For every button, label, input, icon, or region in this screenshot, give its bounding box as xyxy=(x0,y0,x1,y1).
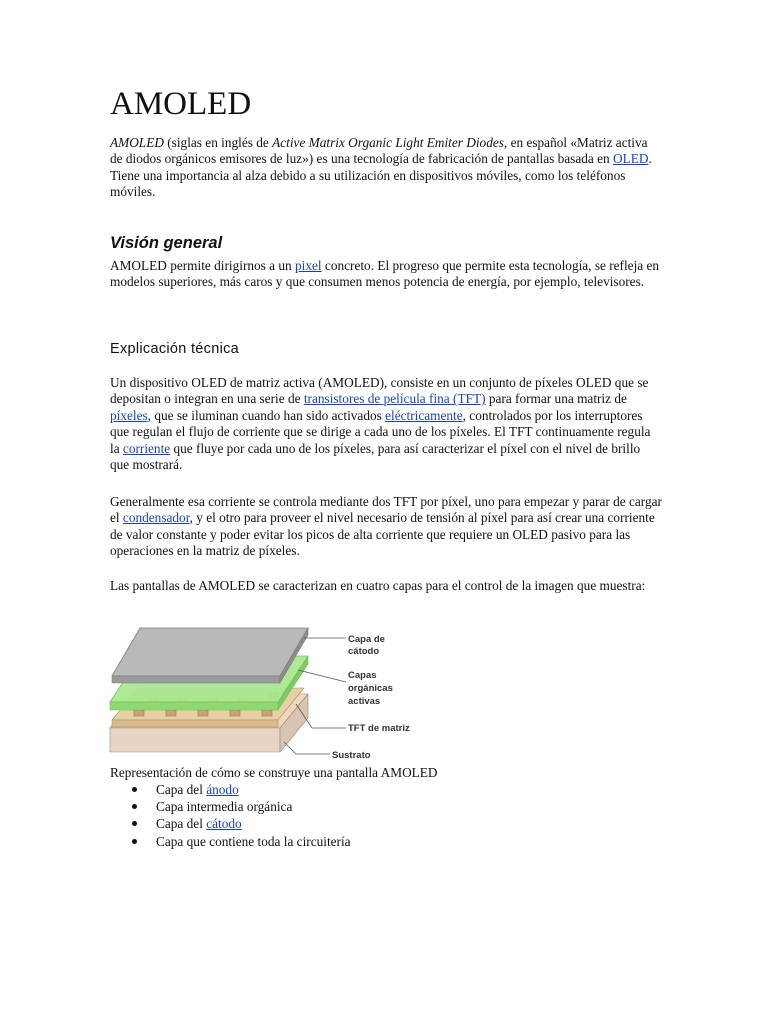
amoled-layers-figure xyxy=(108,624,418,764)
list-item-text: Capa intermedia orgánica xyxy=(156,799,293,815)
tech-p2-text-a: Generalmente esa corriente se controla mediante dos TFT por píxel, uno para empezar y parar de cargar el xyxy=(110,494,662,526)
link-electricamente[interactable]: eléctricamente xyxy=(385,407,463,423)
layers-list xyxy=(110,781,351,850)
bullet-icon xyxy=(132,839,137,844)
tech-p1-text-d: , controlados por los interruptores que regulan el flujo de corriente que se dirige a cada uno de los píxeles. El TFT continuamente regula la xyxy=(110,407,651,456)
link-pixeles[interactable]: píxeles xyxy=(110,407,148,423)
label-tft: TFT de matriz xyxy=(348,723,410,734)
vision-paragraph xyxy=(110,258,662,291)
vision-text-1: AMOLED permite dirigirnos a un xyxy=(110,258,296,273)
list-item xyxy=(156,815,351,832)
link-anodo[interactable]: ánodo xyxy=(206,782,239,797)
heading-explicacion-tecnica: Explicación técnica xyxy=(110,341,240,357)
bullet-icon xyxy=(132,804,137,809)
tech-paragraph-1 xyxy=(110,375,662,473)
tech-paragraph-3: Las pantallas de AMOLED se caracterizan en cuatro capas para el control de la imagen que muestra: xyxy=(110,578,646,593)
cathode-layer xyxy=(112,628,308,683)
figure-caption: Representación de cómo se construye una pantalla AMOLED xyxy=(110,765,438,780)
label-organic-3: activas xyxy=(348,696,381,707)
tech-p1-text-e: que fluye por cada uno de los píxeles, para así caracterizar el píxel con el nivel de brillo que mostrará. xyxy=(110,440,641,473)
label-cathode-1: Capa de xyxy=(348,634,385,645)
intro-paragraph xyxy=(110,135,662,201)
link-oled[interactable]: OLED xyxy=(613,151,649,167)
label-organic-2: orgánicas xyxy=(348,683,393,694)
intro-term-english: Active Matrix Organic Light Emiter Diodes xyxy=(272,135,504,150)
tech-paragraph-2 xyxy=(110,494,662,560)
label-substrate: Sustrato xyxy=(332,750,371,761)
tech-p1-text-a: Un dispositivo OLED de matriz activa (AMOLED), consiste en un conjunto de píxeles OLED que se depositan o integran en una serie de xyxy=(110,375,649,407)
tech-p1-text-b: para formar una matriz de xyxy=(485,391,627,407)
bullet-icon xyxy=(132,821,137,826)
vision-text-2: concreto. El progreso que permite esta tecnología, se refleja en modelos superiores, más caros y que consumen menos potencia de energía, por ejemplo, televisores. xyxy=(110,258,660,290)
list-item-text: Capa del xyxy=(156,782,207,797)
link-corriente[interactable]: corriente xyxy=(122,440,171,456)
label-cathode-2: cátodo xyxy=(348,646,380,657)
bullet-icon xyxy=(132,787,137,792)
page-title: AMOLED xyxy=(110,86,252,122)
label-organic-1: Capas xyxy=(348,670,377,681)
intro-text-1: (siglas en inglés de xyxy=(163,135,273,150)
intro-term: AMOLED xyxy=(110,135,164,150)
tech-p2-text-b: , y el otro para proveer el nivel necesario de tensión al píxel para así crear una corriente de valor constante y poder evitar los picos de alta corriente que requiere un OLED pasivo para las operaciones en la matriz de píxeles. xyxy=(110,510,655,559)
link-tft[interactable]: transistores de película fina (TFT) xyxy=(303,391,486,407)
link-pixel[interactable]: pixel xyxy=(295,258,322,273)
heading-vision-general: Visión general xyxy=(110,234,223,252)
intro-text-2: , en español «Matriz activa de diodos orgánicos emisores de luz») es una tecnología de fabricación de pantallas basada en xyxy=(110,135,648,167)
list-item xyxy=(156,781,351,798)
list-item-text: Capa que contiene toda la circuitería xyxy=(156,833,351,849)
list-item xyxy=(156,798,351,815)
list-item xyxy=(156,833,351,850)
tech-p1-text-c: , que se iluminan cuando han sido activados xyxy=(147,407,386,423)
intro-text-3: . Tiene una importancia al alza debido a su utilización en dispositivos móviles, como los teléfonos móviles. xyxy=(110,151,652,200)
list-item-text: Capa del xyxy=(156,816,207,832)
link-condensador[interactable]: condensador xyxy=(122,510,190,526)
link-catodo[interactable]: cátodo xyxy=(206,816,242,832)
